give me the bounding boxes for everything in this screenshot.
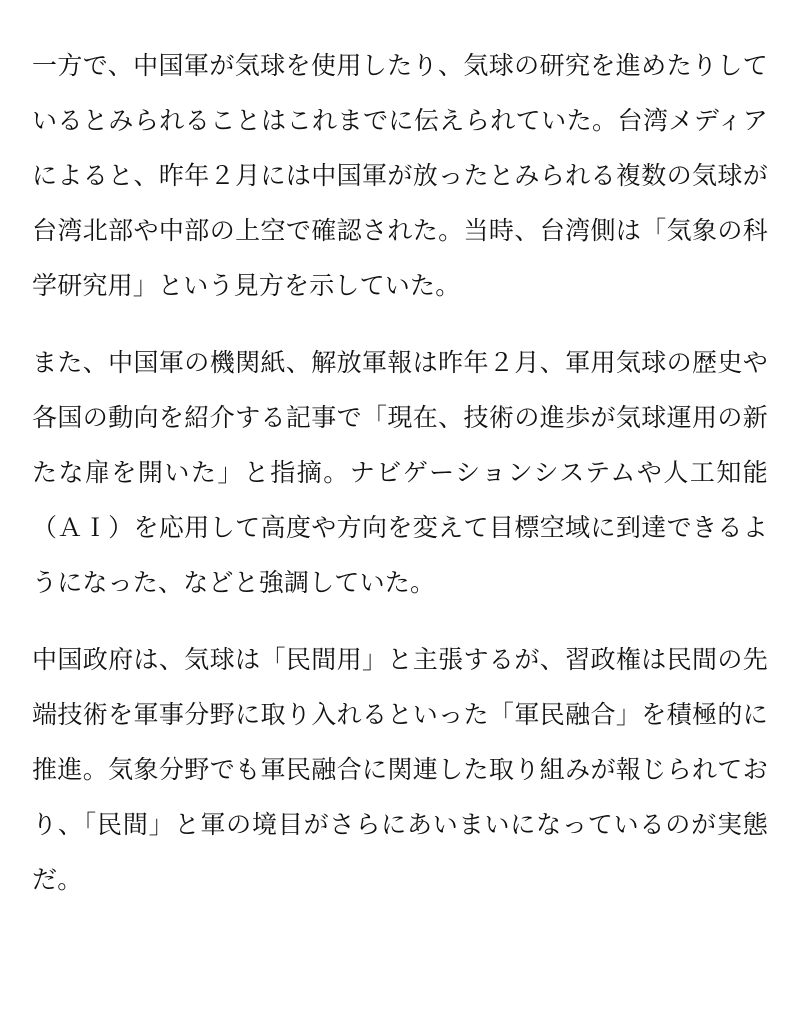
article-paragraph: また、中国軍の機関紙、解放軍報は昨年２月、軍用気球の歴史や各国の動向を紹介する記事で「現在、技術の進歩が気球運用の新たな扉を開いた」と指摘。ナビゲーションシステムや人工知能（ＡＩ）を応用して高度や方向を変えて目標空域に到達できるようになった、などと強調していた。 xyxy=(32,348,768,597)
article-paragraph: 一方で、中国軍が気球を使用したり、気球の研究を進めたりしているとみられることはこれまでに伝えられていた。台湾メディアによると、昨年２月には中国軍が放ったとみられる複数の気球が台湾北部や中部の上空で確認された。当時、台湾側は「気象の科学研究用」という見方を示していた。 xyxy=(32,51,768,300)
article-paragraph: 中国政府は、気球は「民間用」と主張するが、習政権は民間の先端技術を軍事分野に取り入れるといった「軍民融合」を積極的に推進。気象分野でも軍民融合に関連した取り組みが報じられており、「民間」と軍の境目がさらにあいまいになっているのが実態だ。 xyxy=(32,645,768,894)
